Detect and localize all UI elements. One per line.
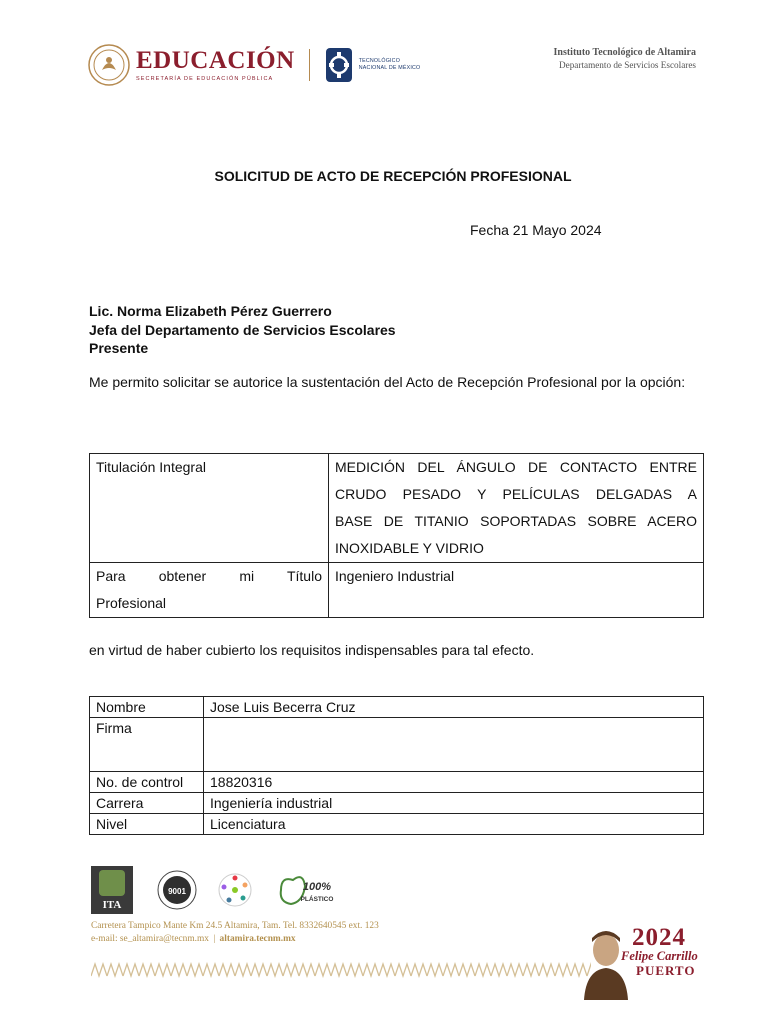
degree-label-cell: Para obtener mi Título Profesional — [90, 563, 329, 618]
addressee-greeting: Presente — [89, 340, 149, 356]
option-label-cell: Titulación Integral — [90, 454, 329, 563]
certification-badges — [91, 866, 335, 914]
footer-website[interactable]: altamira.tecnm.mx — [219, 933, 296, 944]
control-number-value: 18820316 — [204, 772, 704, 793]
career-value: Ingeniería industrial — [204, 793, 704, 814]
signature-field[interactable] — [204, 718, 704, 772]
row-label: Nivel — [90, 814, 204, 835]
footer-contact — [91, 920, 379, 945]
footer-address: Carretera Tampico Mante Km 24.5 Altamira, Tam. Tel. 8332640545 ext. 123 — [91, 921, 379, 931]
closing-paragraph: en virtud de haber cubierto los requisitos indispensables para tal efecto. — [89, 642, 535, 658]
sep-subtitle: SECRETARÍA DE EDUCACIÓN PÚBLICA — [136, 76, 274, 82]
footer-email[interactable]: e-mail: se_altamira@tecnm.mx — [91, 933, 209, 944]
student-table — [89, 696, 704, 835]
footer-contact-line — [91, 933, 379, 946]
institute-name: Instituto Tecnológico de Altamira — [553, 47, 696, 58]
inclusion-ring-icon — [217, 872, 253, 908]
option-table — [89, 453, 704, 618]
anniversary-name: Felipe Carrillo — [621, 949, 698, 963]
addressee-block — [89, 302, 396, 358]
iso-9001-badge-icon — [157, 870, 197, 910]
table-row — [90, 793, 704, 814]
addressee-name: Lic. Norma Elizabeth Pérez Guerrero — [89, 303, 332, 319]
svg-text:PLÁSTICO: PLÁSTICO — [300, 896, 334, 903]
intro-paragraph: Me permito solicitar se autorice la sustentación del Acto de Recepción Profesional por la opción: — [89, 374, 686, 390]
anniversary-place: PUERTO — [636, 963, 696, 978]
table-row — [90, 697, 704, 718]
addressee-position: Jefa del Departamento de Servicios Escolares — [89, 321, 396, 338]
row-label: Nombre — [90, 697, 204, 718]
degree-value-cell: Ingeniero Industrial — [329, 563, 704, 618]
department-name: Departamento de Servicios Escolares — [559, 60, 696, 70]
table-row — [90, 563, 704, 618]
ita-leaf-icon — [99, 870, 125, 896]
table-row — [90, 454, 704, 563]
svg-text:100%: 100% — [302, 881, 332, 893]
level-value: Licenciatura — [204, 814, 704, 835]
mexico-seal-icon — [88, 44, 130, 86]
footer-separator: | — [213, 933, 216, 944]
anniversary-year: 2024 — [632, 924, 686, 951]
table-row — [90, 718, 704, 772]
table-row — [90, 772, 704, 793]
tecnm-gear-icon — [324, 44, 354, 86]
student-name-value: Jose Luis Becerra Cruz — [204, 697, 704, 718]
document-title: SOLICITUD DE ACTO DE RECEPCIÓN PROFESIONAL — [214, 168, 572, 184]
educacion-logo — [136, 48, 295, 82]
plastic-free-badge-icon — [273, 870, 335, 910]
project-title-cell: MEDICIÓN DEL ÁNGULO DE CONTACTO ENTRE CRUDO PESADO Y PELÍCULAS DELGADAS A BASE DE TITANIO SOPORTADAS SOBRE ACERO INOXIDABLE Y VIDRIO — [329, 454, 704, 563]
svg-text:9001: 9001 — [168, 887, 186, 896]
tecnm-wordmark: TECNOLÓGICO NACIONAL DE MÉXICO — [358, 58, 421, 71]
header-institution — [553, 46, 696, 71]
table-row — [90, 814, 704, 835]
header-logos — [88, 40, 420, 90]
logo-divider — [309, 49, 310, 81]
ita-logo: ITA — [91, 866, 133, 914]
row-label: Carrera — [90, 793, 204, 814]
educacion-wordmark: EDUCACIÓN — [136, 47, 295, 74]
row-label: No. de control — [90, 772, 204, 793]
document-date: Fecha 21 Mayo 2024 — [470, 222, 602, 238]
row-label: Firma — [90, 718, 204, 772]
footer-decorative-pattern — [91, 962, 591, 978]
